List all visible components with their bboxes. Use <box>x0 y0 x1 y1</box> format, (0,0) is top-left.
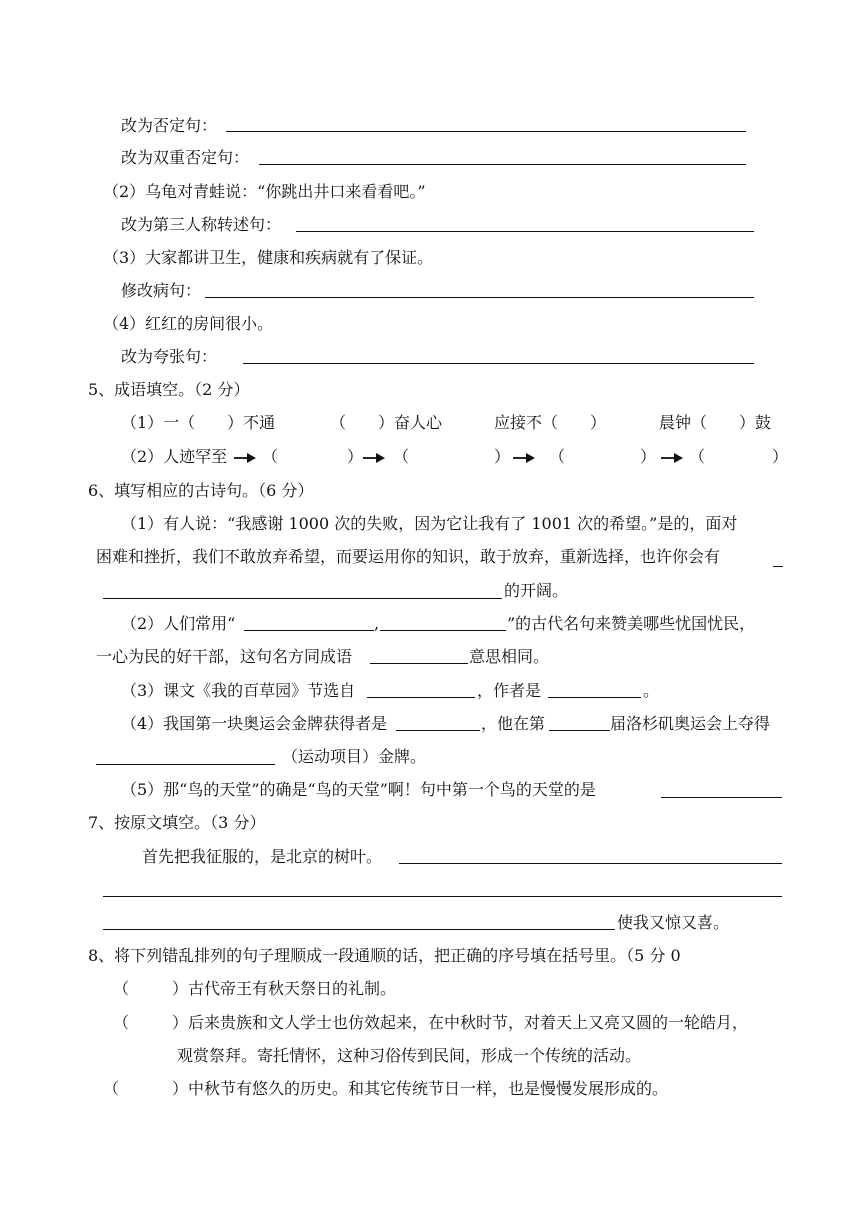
section-5-heading: 5、成语填空。（2 分） <box>88 380 250 399</box>
answer-blank[interactable] <box>96 764 275 765</box>
arrow-right-icon <box>234 452 256 464</box>
answer-blank[interactable] <box>399 863 782 864</box>
question-6-5: （5）那“鸟的天堂”的确是“鸟的天堂”啊！句中第一个鸟的天堂的是 <box>121 780 596 799</box>
sentence-2-cont: 观赏祭拜。寄托情怀，这种习俗传到民间，形成一个传统的活动。 <box>177 1046 642 1065</box>
question-6-2-tail: 意思相同。 <box>469 647 550 666</box>
sentence-2: ）后来贵族和文人学士也仿效起来，在中秋时节，对着天上又亮又圆的一轮皓月， <box>172 1013 749 1032</box>
order-paren[interactable]: （ <box>113 1013 130 1032</box>
idiom-blank-1[interactable]: （1）一（ ）不通 <box>121 413 276 432</box>
section-6-heading: 6、填写相应的古诗句。（6 分） <box>88 481 314 500</box>
hyperbole-label: 改为夸张句： <box>121 347 218 366</box>
chain-open-paren[interactable]: （ <box>262 447 279 466</box>
question-6-4-end: （运动项目）金牌。 <box>282 747 427 766</box>
answer-blank[interactable] <box>103 896 782 897</box>
question-6-1-line2: 困难和挫折，我们不敢放弃希望，而要运用你的知识，敢于放弃，重新选择，也许你会有 <box>96 547 721 566</box>
idiom-blank-3[interactable]: 应接不（ ） <box>494 413 607 432</box>
question-4-4: （4）红红的房间很小。 <box>103 314 274 333</box>
question-6-4-mid2: 届洛杉矶奥运会上夺得 <box>610 714 771 733</box>
idiom-blank-2[interactable]: （ ）奋人心 <box>330 413 443 432</box>
question-4-2: （2）乌龟对青蛙说：“你跳出井口来看看吧。” <box>103 182 426 201</box>
rewrite-double-negative-label: 改为双重否定句： <box>121 148 250 167</box>
answer-blank[interactable] <box>661 797 782 798</box>
answer-blank[interactable] <box>244 630 374 631</box>
answer-blank[interactable] <box>370 663 468 664</box>
chain-close-paren: ） <box>640 447 657 466</box>
question-4-3: （3）大家都讲卫生，健康和疾病就有了保证。 <box>103 248 434 267</box>
rewrite-indirect-speech-label: 改为第三人称转述句： <box>121 215 282 234</box>
chain-open-paren[interactable]: （ <box>689 447 706 466</box>
section-8-heading: 8、将下列错乱排列的句子理顺成一段通顺的话，把正确的序号填在括号里。（5 分 0 <box>88 946 681 965</box>
question-6-2-end: ”的古代名句来赞美哪些忧国忧民， <box>507 614 756 633</box>
answer-blank[interactable] <box>226 131 746 132</box>
answer-blank[interactable] <box>243 363 754 364</box>
recite-tail: 使我又惊又喜。 <box>617 913 730 932</box>
sentence-3: ）中秋节有悠久的历史。和其它传统节日一样，也是慢慢发展形成的。 <box>172 1079 669 1098</box>
answer-blank[interactable] <box>548 697 641 698</box>
section-7-heading: 7、按原文填空。（3 分） <box>88 813 266 832</box>
chain-open-paren[interactable]: （ <box>549 447 566 466</box>
answer-blank[interactable] <box>396 730 480 731</box>
answer-blank[interactable] <box>367 697 475 698</box>
question-6-4-start: （4）我国第一块奥运会金牌获得者是 <box>121 714 388 733</box>
answer-blank[interactable] <box>259 164 746 165</box>
question-6-4-mid: ，他在第 <box>481 714 546 733</box>
chain-close-paren: ） <box>772 447 789 466</box>
order-paren[interactable]: （ <box>103 1079 120 1098</box>
question-6-1-line1: （1）有人说：“我感谢 1000 次的失败，因为它让我有了 1001 次的希望。”是的，面对 <box>121 514 738 533</box>
arrow-right-icon <box>661 452 683 464</box>
question-6-2-line2: 一心为民的好干部，这句名方同成语 <box>96 647 353 666</box>
answer-blank[interactable] <box>380 630 506 631</box>
answer-blank[interactable] <box>296 231 754 232</box>
question-6-2-start: （2）人们常用“ <box>121 614 236 633</box>
rewrite-negative-label: 改为否定句： <box>121 116 218 135</box>
chain-open-paren[interactable]: （ <box>393 447 410 466</box>
correct-sentence-label: 修改病句： <box>121 281 202 300</box>
answer-blank[interactable] <box>103 929 615 930</box>
chain-close-paren: ） <box>494 447 511 466</box>
answer-blank[interactable] <box>773 566 783 567</box>
comma: , <box>374 614 380 633</box>
question-6-3-end: 。 <box>643 681 660 700</box>
order-paren[interactable]: （ <box>113 979 130 998</box>
arrow-right-icon <box>513 452 535 464</box>
question-6-1-line3: 的开阔。 <box>504 581 569 600</box>
idiom-blank-4[interactable]: 晨钟（ ）鼓 <box>659 413 772 432</box>
question-6-3-start: （3）课文《我的百草园》节选自 <box>121 681 356 700</box>
answer-blank[interactable] <box>103 598 502 599</box>
chain-close-paren: ） <box>347 447 364 466</box>
sentence-1: ）古代帝王有秋天祭日的礼制。 <box>172 979 397 998</box>
question-6-3-mid: ，作者是 <box>477 681 542 700</box>
answer-blank[interactable] <box>549 730 610 731</box>
recite-prompt: 首先把我征服的，是北京的树叶。 <box>142 847 383 866</box>
idiom-chain-start: （2）人迹罕至 <box>121 447 228 466</box>
arrow-right-icon <box>363 452 385 464</box>
answer-blank[interactable] <box>205 297 754 298</box>
